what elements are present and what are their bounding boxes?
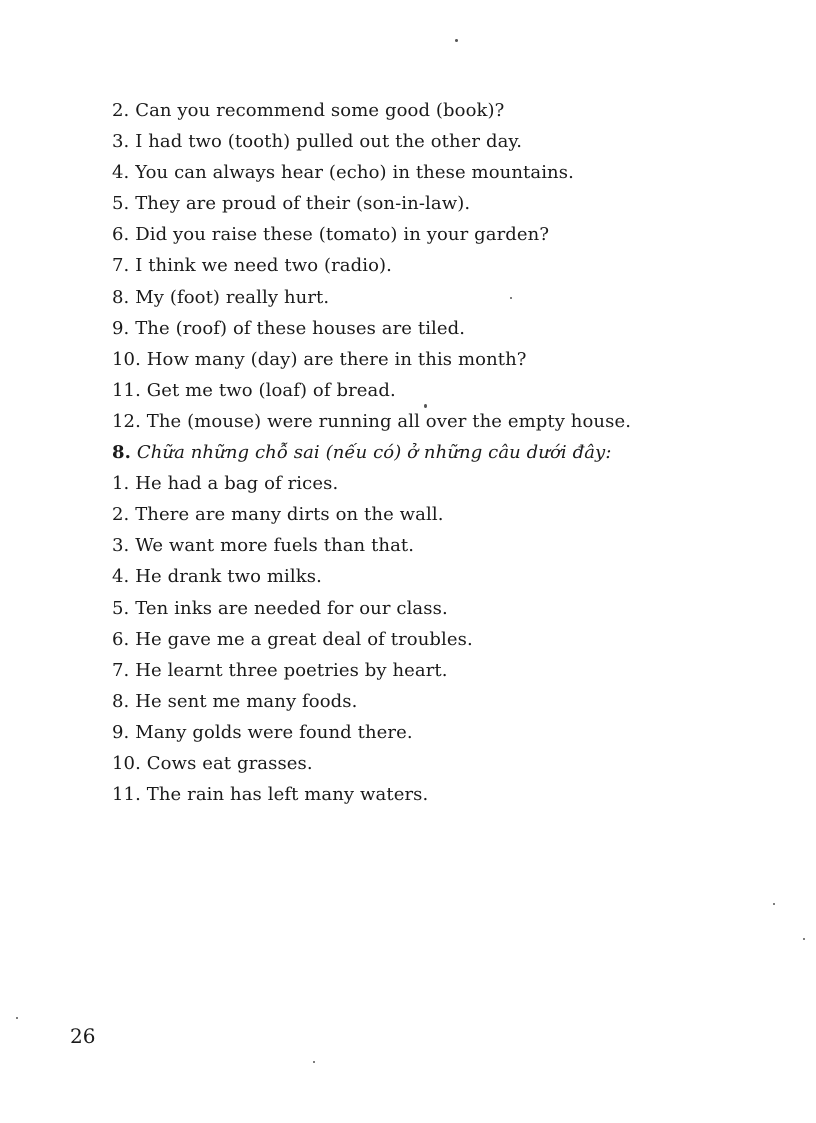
list-item: 8. He sent me many foods. xyxy=(112,690,358,712)
exercise-8-heading xyxy=(112,437,712,468)
list-item: 11. The rain has left many waters. xyxy=(112,784,429,806)
list-item: 10. How many (day) are there in this month? xyxy=(112,348,527,370)
list-item: 2. Can you recommend some good (book)? xyxy=(112,100,505,121)
list-item: 3. I had two (tooth) pulled out the other day. xyxy=(112,131,523,153)
list-item: 2. There are many dirts on the wall. xyxy=(112,504,444,526)
list-item: 9. Many golds were found there. xyxy=(112,721,413,743)
list-item: 6. He gave me a great deal of troubles. xyxy=(112,628,473,650)
scan-speck xyxy=(313,1061,315,1063)
exercise-list xyxy=(112,95,712,810)
exercise-instruction: Chữa những chỗ sai (nếu có) ở những câu dưới đây: xyxy=(136,442,612,464)
scan-speck xyxy=(773,903,775,905)
list-item: 10. Cows eat grasses. xyxy=(112,752,313,774)
list-item: 6. Did you raise these (tomato) in your garden? xyxy=(112,224,550,246)
page-number: 26 xyxy=(70,1024,96,1048)
list-item: 7. He learnt three poetries by heart. xyxy=(112,659,448,681)
list-item: 7. I think we need two (radio). xyxy=(112,255,392,277)
list-item: 5. Ten inks are needed for our class. xyxy=(112,597,448,619)
list-item: 9. The (roof) of these houses are tiled. xyxy=(112,317,466,339)
list-item: 11. Get me two (loaf) of bread. xyxy=(112,379,396,401)
exercise-number: 8. xyxy=(112,442,131,464)
list-item: 4. You can always hear (echo) in these mountains. xyxy=(112,162,574,184)
scan-speck xyxy=(803,938,805,940)
scan-speck xyxy=(16,1017,18,1019)
list-item: 12. The (mouse) were running all over the empty house. xyxy=(112,410,632,432)
list-item: 5. They are proud of their (son-in-law). xyxy=(112,193,471,215)
scan-speck xyxy=(455,39,458,42)
list-item: 8. My (foot) really hurt. xyxy=(112,286,330,308)
list-item: 1. He had a bag of rices. xyxy=(112,473,339,495)
list-item: 4. He drank two milks. xyxy=(112,566,322,588)
list-item: 3. We want more fuels than that. xyxy=(112,535,415,557)
